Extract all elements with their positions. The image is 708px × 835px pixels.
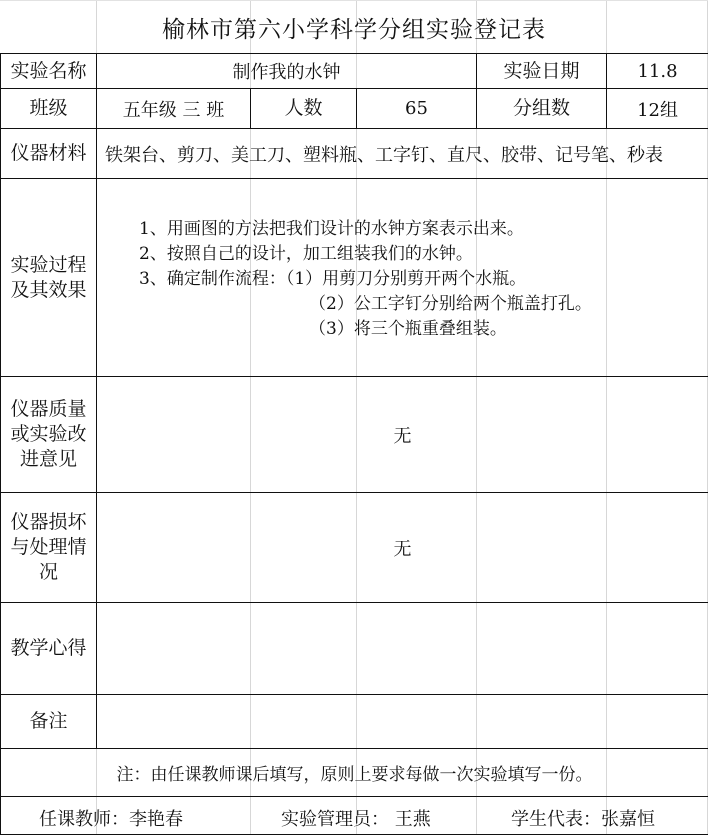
damage-label: 仪器损坏与处理情况 xyxy=(1,493,97,603)
footer-signatures xyxy=(1,797,708,835)
class-value[interactable]: 五年级 三 班 xyxy=(97,89,251,129)
row-footer xyxy=(1,797,708,835)
row-quality xyxy=(1,377,708,493)
process-line: 2、按照自己的设计，加工组装我们的水钟。 xyxy=(139,244,473,264)
registration-table xyxy=(0,53,708,835)
experiment-date-value[interactable]: 11.8 xyxy=(607,54,708,89)
teacher-signature: 任课教师：李艳春 xyxy=(39,809,183,830)
process-label: 实验过程及其效果 xyxy=(1,179,97,377)
row-class xyxy=(1,89,708,129)
experiment-name-label: 实验名称 xyxy=(1,54,97,89)
experiment-date-label: 实验日期 xyxy=(477,54,607,89)
row-experiment-name xyxy=(1,54,708,89)
student-count-value[interactable]: 65 xyxy=(357,89,477,129)
process-line: 3、确定制作流程：（1）用剪刀分别剪开两个水瓶。 xyxy=(139,269,527,289)
class-label: 班级 xyxy=(1,89,97,129)
process-text xyxy=(97,179,708,342)
process-sub-line: （3）将三个瓶重叠组装。 xyxy=(309,319,507,339)
student-count-label: 人数 xyxy=(251,89,357,129)
manager-signature: 实验管理员： 王燕 xyxy=(281,809,431,830)
damage-value[interactable]: 无 xyxy=(97,493,708,603)
group-count-value[interactable]: 12组 xyxy=(607,89,708,129)
row-process xyxy=(1,179,708,377)
row-damage xyxy=(1,493,708,603)
row-remarks xyxy=(1,695,708,749)
materials-label: 仪器材料 xyxy=(1,129,97,179)
teaching-label: 教学心得 xyxy=(1,603,97,695)
note-text: 注：由任课教师课后填写，原则上要求每做一次实验填写一份。 xyxy=(1,749,708,797)
student-signature: 学生代表：张嘉恒 xyxy=(511,809,655,830)
quality-label: 仪器质量或实验改进意见 xyxy=(1,377,97,493)
row-teaching xyxy=(1,603,708,695)
group-count-label: 分组数 xyxy=(477,89,607,129)
row-note xyxy=(1,749,708,797)
teaching-value[interactable] xyxy=(97,603,708,695)
page-title: 榆林市第六小学科学分组实验登记表 xyxy=(162,17,546,43)
process-value[interactable] xyxy=(97,179,708,377)
row-materials xyxy=(1,129,708,179)
remarks-value[interactable] xyxy=(97,695,708,749)
process-sub-line: （2）公工字钉分别给两个瓶盖打孔。 xyxy=(309,294,592,314)
materials-value[interactable]: 铁架台、剪刀、美工刀、塑料瓶、工字钉、直尺、胶带、记号笔、秒表 xyxy=(97,129,708,179)
quality-value[interactable]: 无 xyxy=(97,377,708,493)
experiment-name-value[interactable]: 制作我的水钟 xyxy=(97,54,477,89)
remarks-label: 备注 xyxy=(1,695,97,749)
process-line: 1、用画图的方法把我们设计的水钟方案表示出来。 xyxy=(139,219,524,239)
